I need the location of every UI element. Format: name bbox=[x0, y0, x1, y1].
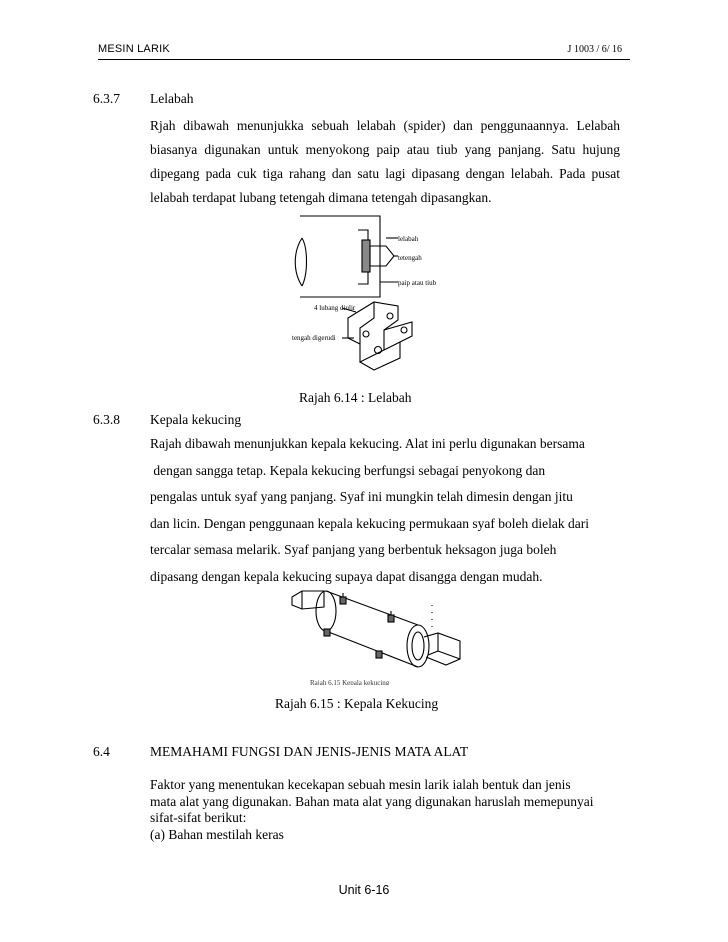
section-number-637: 6.3.7 bbox=[93, 91, 120, 106]
paragraph-line: Rajah dibawah menunjukkan kepala kekucing. Alat ini perlu digunakan bersama bbox=[150, 436, 585, 451]
figure-inner-caption: Rajah 6.15 Kepala kekucing bbox=[310, 679, 390, 685]
paragraph-line: pengalas untuk syaf yang panjang. Syaf ini mungkin telah dimesin dengan jitu bbox=[150, 489, 573, 504]
paragraph-line: (a) Bahan mestilah keras bbox=[150, 826, 284, 842]
label-tengah: tengah digerudi bbox=[292, 334, 336, 342]
section-number-638: 6.3.8 bbox=[93, 412, 120, 427]
paragraph-line: lelabah terdapat lubang tetengah dimana tetengah dipasangkan. bbox=[150, 190, 492, 205]
section-64-paragraph bbox=[150, 777, 620, 843]
header-page-code: J 1003 / 6/ 16 bbox=[567, 44, 622, 55]
spider-figure bbox=[290, 210, 440, 385]
section-title-64: MEMAHAMI FUNGSI DAN JENIS-JENIS MATA ALAT bbox=[150, 744, 469, 759]
label-lelabah: lelabah bbox=[398, 235, 419, 243]
paragraph-line: mata alat yang digunakan. Bahan mata alat yang digunakan haruslah memepunyai bbox=[150, 793, 594, 809]
label-tetengah: tetengah bbox=[398, 254, 422, 262]
paragraph-line: biasanya digunakan untuk menyokong paip atau tiub yang panjang. Satu hujung bbox=[150, 142, 620, 157]
paragraph-line: Faktor yang menentukan kecekapan sebuah mesin larik ialah bentuk dan jenis bbox=[150, 777, 571, 792]
label-paip: paip atau tiub bbox=[398, 279, 437, 287]
section-number-64: 6.4 bbox=[93, 744, 110, 759]
figure-caption-615: Rajah 6.15 : Kepala Kekucing bbox=[275, 696, 439, 711]
paragraph-line: sifat-sifat berikut: bbox=[150, 810, 247, 825]
section-637-paragraph bbox=[150, 114, 620, 210]
page-footer: Unit 6-16 bbox=[338, 883, 390, 897]
paragraph-line: dipegang pada cuk tiga rahang dan satu lagi dipasang dengan lelabah. Pada pusat bbox=[150, 166, 620, 181]
section-title-637: Lelabah bbox=[150, 91, 194, 106]
paragraph-line: dengan sangga tetap. Kepala kekucing berfungsi sebagai penyokong dan bbox=[150, 462, 546, 478]
cat-head-figure bbox=[288, 585, 473, 685]
header-title: MESIN LARIK bbox=[98, 43, 170, 55]
section-638-paragraph bbox=[150, 431, 620, 590]
label-lubang: 4 lubang diulir bbox=[314, 304, 356, 312]
paragraph-line: dan licin. Dengan penggunaan kepala kekucing permukaan syaf boleh dielak dari bbox=[150, 515, 589, 531]
paragraph-line: dipasang dengan kepala kekucing supaya dapat disangga dengan mudah. bbox=[150, 568, 543, 584]
section-title-638: Kepala kekucing bbox=[150, 412, 242, 427]
figure-caption-614: Rajah 6.14 : Lelabah bbox=[299, 390, 412, 405]
page-header bbox=[98, 41, 630, 60]
paragraph-line: Rjah dibawah menunjukka sebuah lelabah (spider) dan penggunaannya. Lelabah bbox=[150, 118, 620, 133]
paragraph-line: tercalar semasa melarik. Syaf panjang yang berbentuk heksagon juga boleh bbox=[150, 542, 557, 557]
